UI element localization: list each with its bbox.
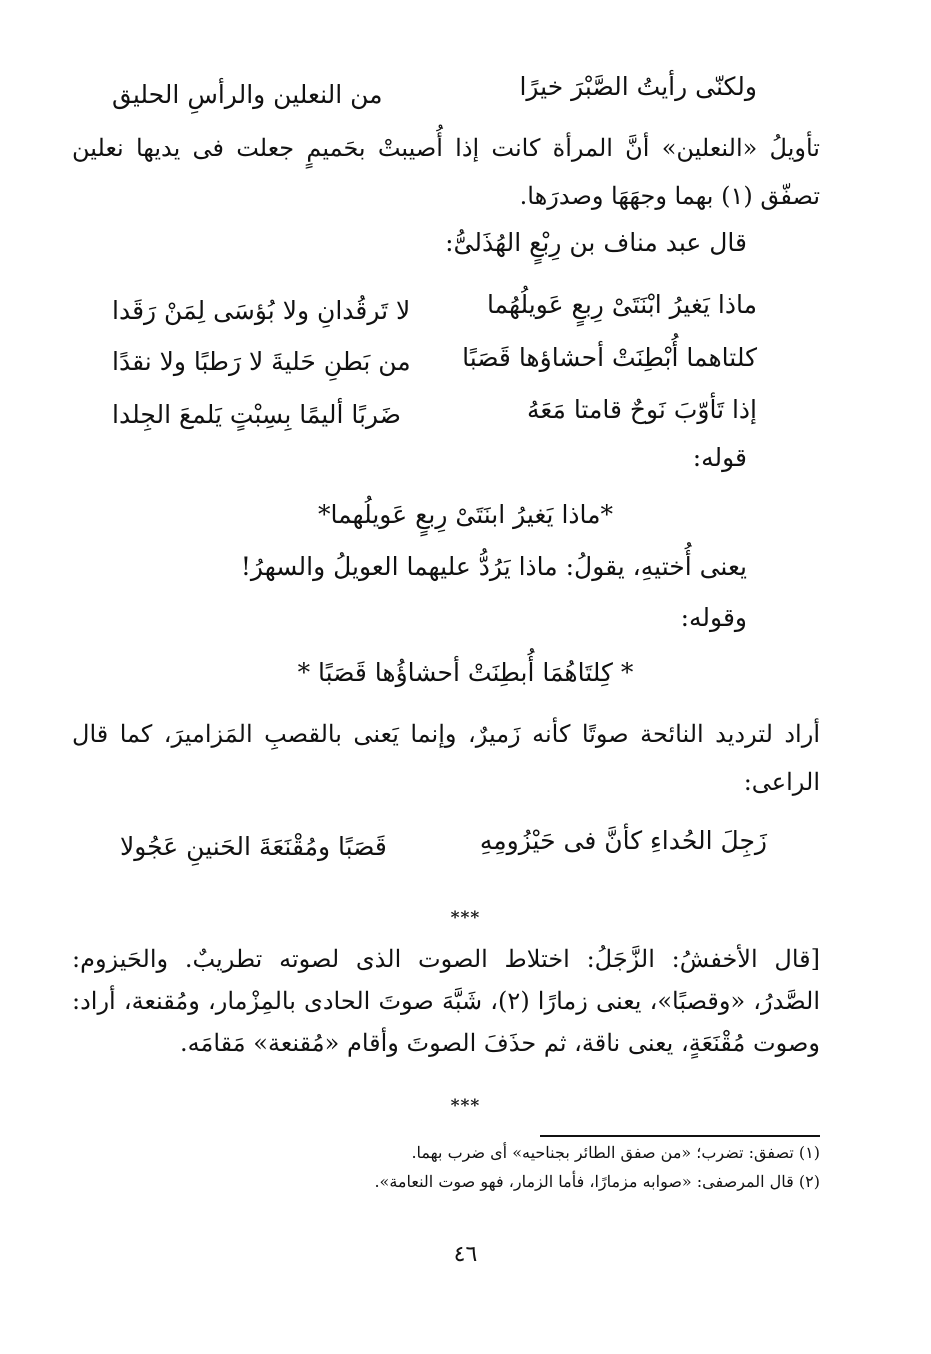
poem-verse-3-second: ضَربًا أليمًا بِسِبْتٍ يَلمعَ الجِلدا bbox=[112, 400, 401, 429]
paragraph-akhfash: [قال الأخفشُ: الزَّجَلُ: اختلاط الصوت الذى لصوته تطريبٌ. والحَيزوم: الصَّدرُ، «وقصبًا»، يعنى زمارًا (٢)، شَبَّهَ صوتَ الحادى بالمِزْمار، ومُقنعة، أراد: وصوت مُقْنَعَةٍ، يعنى ناقة، ثم حذَفَ الصوتَ وأقام «مُقنعة» مَقامَه. bbox=[72, 945, 821, 1057]
quoted-hemistich-2: * كِلتَاهُمَا أُبطِنَتْ أحشاؤُها قَصَبًا * bbox=[297, 658, 634, 687]
paragraph-naalain: تأويلُ «النعلين» أنَّ المرأة كانت إذا أُصيبتْ بحَميمٍ جعلت فى يديها نعلين تصفّق (١) بهما وجهَهَا وصدرَها. bbox=[72, 134, 820, 210]
verse1-first-hemistich: ولكنّى رأيتُ الصَّبْرَ خيرًا bbox=[519, 72, 757, 101]
poem-verse-2-first: كلتاهما أُبْطِنَتْ أحشاؤها قَصَبًا bbox=[462, 343, 757, 372]
poem-verse-2-second: من بَطنِ حَليةَ لا رَطبًا ولا نقدًا bbox=[112, 347, 411, 376]
separator-stars-1: *** bbox=[450, 908, 481, 928]
qawluhu-label-1: قوله: bbox=[692, 443, 747, 472]
poem-intro: قال عبد مناف بن رِبْعٍ الهُذَلىُّ: bbox=[445, 228, 747, 257]
qawluhu-label-2: وقوله: bbox=[680, 603, 747, 632]
poem-verse-1-first: ماذا يَغيرُ ابْنَتَىْ رِبعٍ عَويلُهُما bbox=[486, 290, 757, 319]
poem-verse-1-second: لا تَرقُدانِ ولا بُؤسَى لِمَنْ رَقَدا bbox=[112, 296, 411, 325]
quoted-hemistich-1: *ماذا يَغيرُ ابنَتَىْ رِبعٍ عَويلُهما* bbox=[317, 500, 614, 529]
paragraph-ukhtayhi: يعنى أُختيهِ، يقولُ: ماذا يَرُدُّ عليهما العويلُ والسهرُ! bbox=[240, 552, 747, 581]
footnote-2: (٢) قال المرصفى: «صوابه مزمارًا، فأما الزمار، فهو صوت النعامة». bbox=[374, 1172, 820, 1191]
verse1-second-hemistich: من النعلين والرأسِ الحليق bbox=[112, 80, 383, 109]
page-number: ٤٦ bbox=[453, 1242, 478, 1267]
footnote-1: (١) تصفق: تضرب؛ «من صفق الطائر بجناحيه» أى ضرب بهما. bbox=[411, 1143, 820, 1162]
separator-stars-2: *** bbox=[450, 1096, 481, 1116]
paragraph-zamir: أراد لترديد النائحة صوتًا كأنه زَميرٌ، وإنما يَعنى بالقصبِ المَزاميرَ، كما قال الراعى: bbox=[72, 720, 820, 796]
verse2-second-hemistich: قَصَبًا ومُقْنَعَةَ الحَنينِ عَجُولا bbox=[120, 832, 387, 861]
verse2-first-hemistich: زَجِلَ الحُداءِ كأنَّ فى حَيْزُومِهِ bbox=[479, 826, 767, 855]
footnote-rule bbox=[540, 1135, 820, 1137]
poem-verse-3-first: إذا تَأوّبَ نَوحٌ قامتا مَعَهُ bbox=[527, 395, 757, 424]
